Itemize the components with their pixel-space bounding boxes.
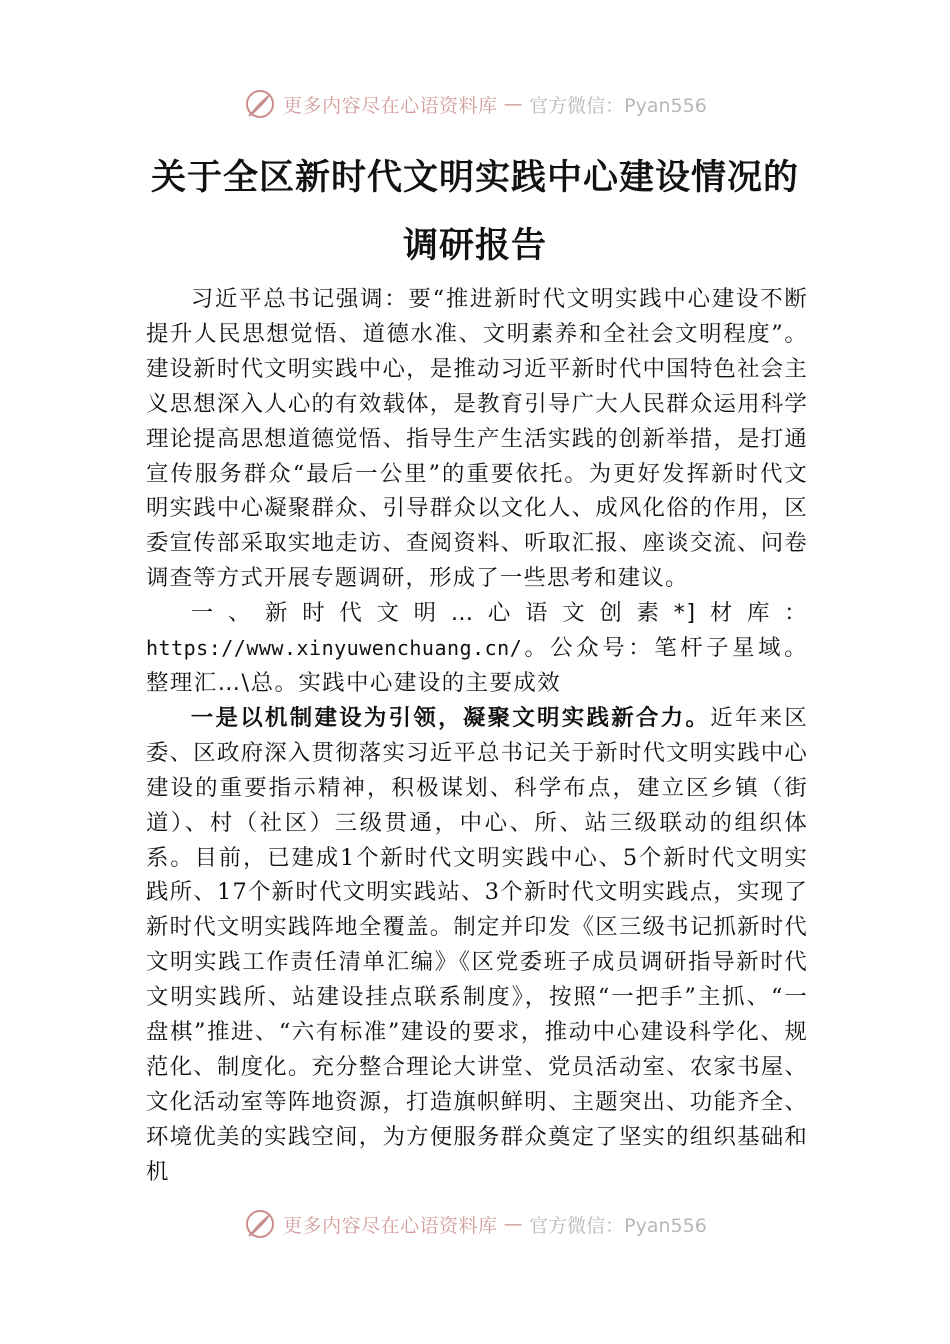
section-heading-1-part-b: 。公众号：笔杆子星域。整理汇…\总。实践中心建设的主要成效 [146,635,808,696]
watermark-top [0,86,950,122]
watermark-separator: — [503,1213,524,1235]
paragraph-mechanism-lead: 一是以机制建设为引领，凝聚文明实践新合力。 [190,704,711,731]
document-title-line1: 关于全区新时代文明实践中心建设情况的 [150,157,799,198]
paragraph-mechanism [146,701,808,1190]
paragraph-mechanism-text: 近年来区委、区政府深入贯彻落实习近平总书记关于新时代文明实践中心建设的重要指示精神，积极谋划、科学布点，建立区乡镇（街道）、村（社区）三级贯通，中心、所、站三级联动的组织体系。目前，已建成1个新时代文明实践中心、5个新时代文明实践所、17个新时代文明实践站、3个新时代文明实践点，实现了新时代文明实践阵地全覆盖。制定并印发《区三级书记抓新时代文明实践工作责任清单汇编》《区党委班子成员调研指导新时代文明实践所、站建设挂点联系制度》，按照“一把手”主抓、“一盘棋”推进、“六有标准”建设的要求，推动中心建设科学化、规范化、制度化。充分整合理论大讲堂、党员活动室、农家书屋、文化活动室等阵地资源，打造旗帜鲜明、主题突出、功能齐全、环境优美的实践空间，为方便服务群众奠定了坚实的组织基础和机 [146,704,808,1185]
watermark-text: 更多内容尽在心语资料库 [283,1214,498,1237]
document-title-line2: 调研报告 [402,225,547,266]
document-body [146,282,808,1190]
watermark-text: 更多内容尽在心语资料库 [283,94,498,117]
section-heading-1-part-a: 一、新时代文明…心语文创素*]材库： [190,600,808,627]
watermark-separator: — [503,93,524,115]
quill-logo-icon [243,1207,277,1241]
quill-logo-icon [243,87,277,121]
source-url-link[interactable]: https://www.xinyuwenchuang.cn/ [146,636,523,661]
section-heading-1 [146,596,808,701]
watermark-wechat: 官方微信：Pyan556 [529,94,707,117]
intro-paragraph: 习近平总书记强调：要“推进新时代文明实践中心建设不断提升人民思想觉悟、道德水准、文明素养和全社会文明程度”。建设新时代文明实践中心，是推动习近平新时代中国特色社会主义思想深入人心的有效载体，是教育引导广大人民群众运用科学理论提高思想道德觉悟、指导生产生活实践的创新举措，是打通宣传服务群众“最后一公里”的重要依托。为更好发挥新时代文明实践中心凝聚群众、引导群众以文化人、成风化俗的作用，区委宣传部采取实地走访、查阅资料、听取汇报、座谈交流、问卷调查等方式开展专题调研，形成了一些思考和建议。 [146,286,808,592]
watermark-bottom [0,1206,950,1242]
watermark-wechat: 官方微信：Pyan556 [529,1214,707,1237]
